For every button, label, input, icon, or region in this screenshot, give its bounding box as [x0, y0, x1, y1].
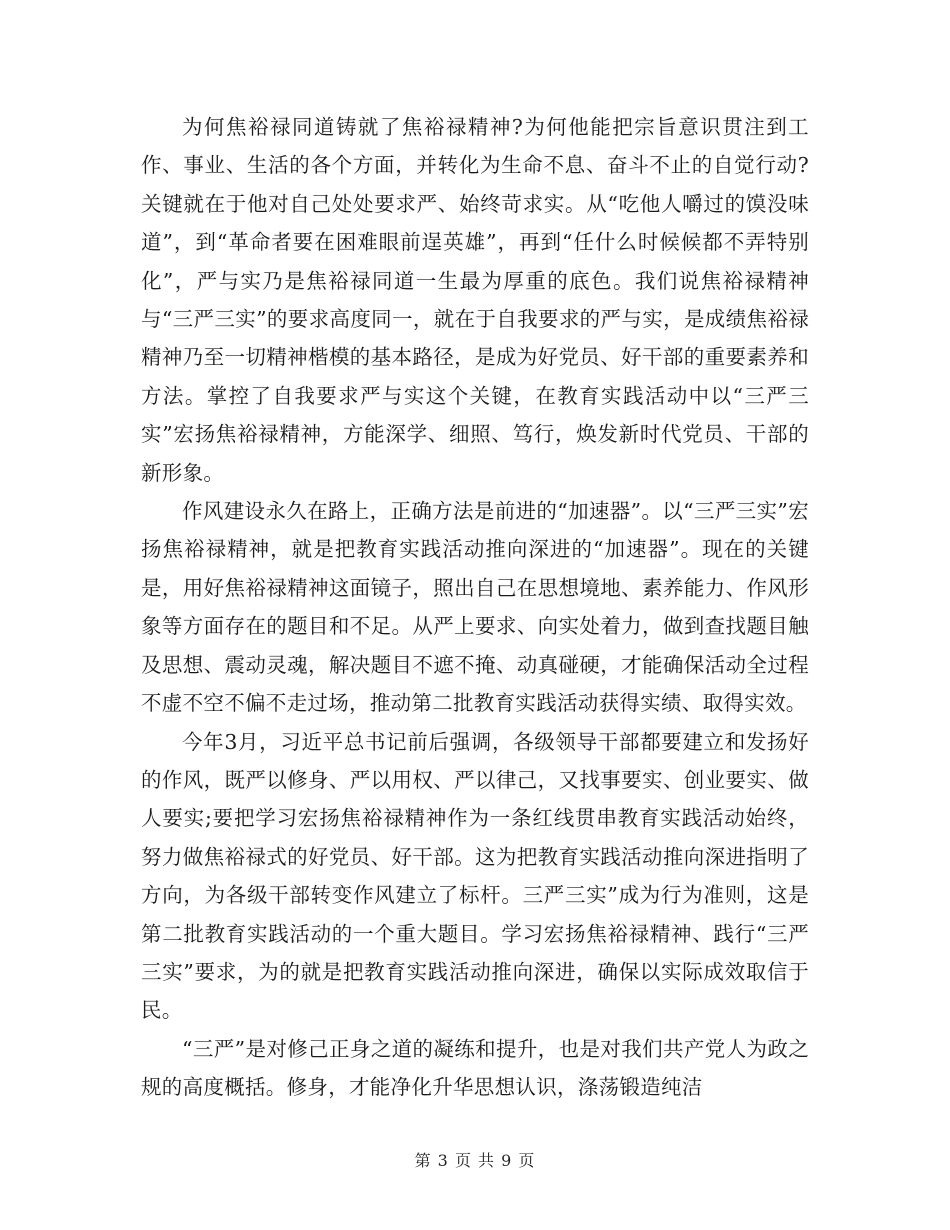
- document-body: [141, 108, 809, 1107]
- paragraph-1: 为何焦裕禄同道铸就了焦裕禄精神?为何他能把宗旨意识贯注到工作、事业、生活的各个方面，并转化为生命不息、奋斗不止的自觉行动?关键就在于他对自己处处要求严、始终苛求实。从“吃他人嚼过的馍没味道”，到“革命者要在困难眼前逞英雄”，再到“任什么时候候都不弄特别化”，严与实乃是焦裕禄同道一生最为厚重的底色。我们说焦裕禄精神与“三严三实”的要求高度同一，就在于自我要求的严与实，是成绩焦裕禄精神乃至一切精神楷模的基本路径，是成为好党员、好干部的重要素养和方法。掌控了自我要求严与实这个关键，在教育实践活动中以“三严三实”宏扬焦裕禄精神，方能深学、细照、笃行，焕发新时代党员、干部的新形象。: [141, 115, 809, 485]
- page-number: 第 3 页 共 9 页: [414, 1151, 536, 1170]
- paragraph-3: 今年3月，习近平总书记前后强调，各级领导干部都要建立和发扬好的作风，既严以修身、严以用权、严以律己，又找事要实、创业要实、做人要实;要把学习宏扬焦裕禄精神作为一条红线贯串教育实践活动始终，努力做焦裕禄式的好党员、好干部。这为把教育实践活动推向深进指明了方向，为各级干部转变作风建立了标杆。三严三实”成为行为准则，这是第二批教育实践活动的一个重大题目。学习宏扬焦裕禄精神、践行“三严三实”要求，为的就是把教育实践活动推向深进，确保以实际成效取信于民。: [141, 729, 809, 1023]
- paragraph-4: “三严”是对修己正身之道的凝练和提升，也是对我们共产党人为政之规的高度概括。修身，才能净化升华思想认识，涤荡锻造纯洁: [141, 1036, 809, 1100]
- paragraph-2: 作风建设永久在路上，正确方法是前进的“加速器”。以“三严三实”宏扬焦裕禄精神，就是把教育实践活动推向深进的“加速器”。现在的关键是，用好焦裕禄精神这面镜子，照出自己在思想境地、素养能力、作风形象等方面存在的题目和不足。从严上要求、向实处着力，做到查找题目触及思想、震动灵魂，解决题目不遮不掩、动真碰硬，才能确保活动全过程不虚不空不偏不走过场，推动第二批教育实践活动获得实绩、取得实效。: [141, 499, 809, 716]
- page-footer: [0, 1151, 950, 1171]
